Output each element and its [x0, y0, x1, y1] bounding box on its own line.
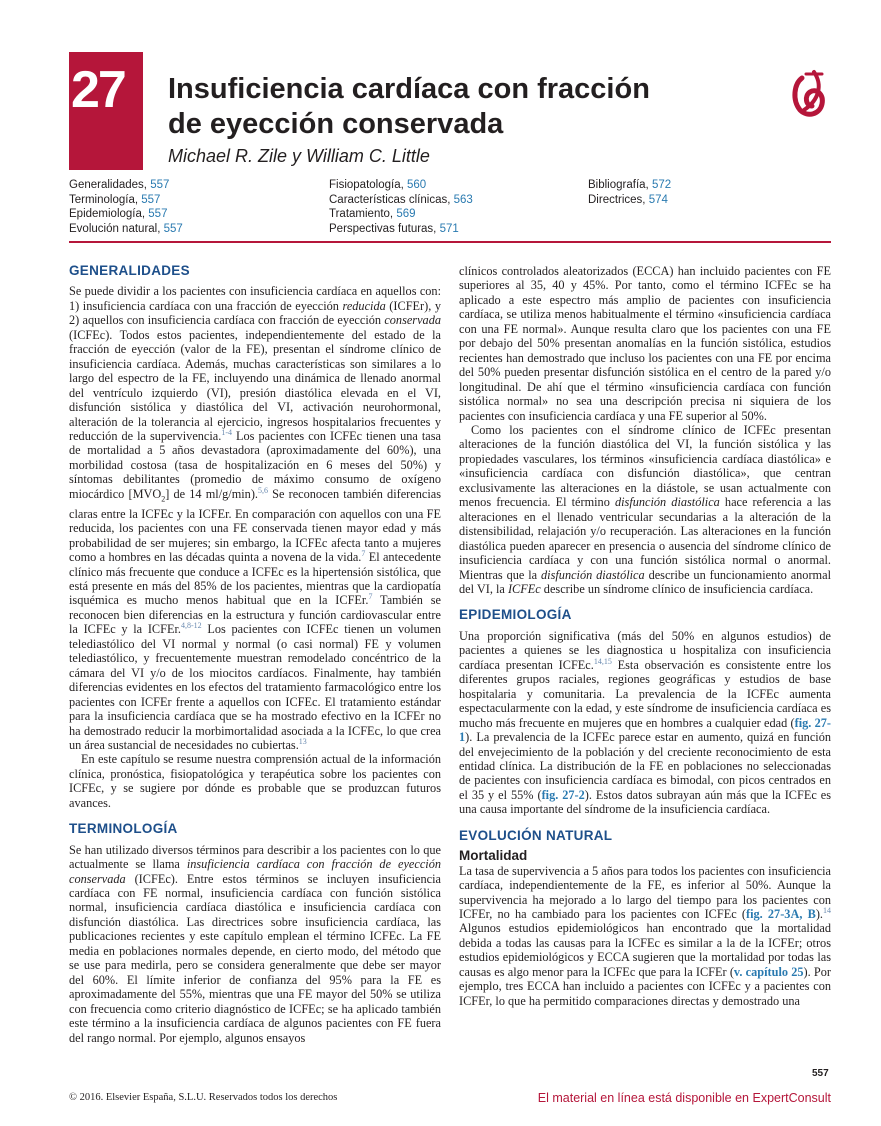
chapter-title	[168, 72, 728, 142]
chapter-title-line-1: Insuficiencia cardíaca con fracción	[168, 73, 650, 105]
paragraph-mortalidad: La tasa de supervivencia a 5 años para todos los pacientes con insuficiencia cardíaca, independientemente de la FE, es inferior al 50%. Aunque la supervivencia ha mejorado a lo largo del tiempo para los pacientes con ICFEr, no ha cambiado para los pacientes con ICFEc (fig. 27-3A, B).$^{14}$ Algunos estudios epidemiológicos han encontrado que la mortalidad debida a todas las causas para la ICFEc es similar a la de la ICFEr; otros estudios epidemiológicos y ECCA sugieren que la mortalidad por todas las causas es algo menor para la ICFEc que para la ICFEr (v. capítulo 25). Por ejemplo, tres ECCA han incluido a pacientes con ICFEc y a pacientes con ICFEr, lo que ha permitido comparaciones directas y demostrado una	[459, 863, 831, 1008]
toc-item[interactable]: Directrices, 574	[588, 193, 668, 206]
section-divider	[69, 241, 831, 243]
toc-item[interactable]: Terminología, 557	[69, 193, 161, 206]
page-number: 557	[812, 1068, 829, 1079]
chapter-link[interactable]: v. capítulo 25	[733, 964, 804, 979]
paragraph-terminologia-1: Se han utilizado diversos términos para describir a los pacientes con lo que actualmente se llama insuficiencia cardíaca con fracción de eyección conservada (ICFEc). Entre estos términos se incluyen insuficiencia cardíaca con FE normal, insuficiencia cardíaca con función sistólica normal, insuficiencia cardíaca diastólica e insuficiencia cardíaca con disfunción diastólica. Las directrices sobre insuficiencia cardíaca, las publicaciones recientes y este capítulo emplean el término ICFEc. La FE media en poblaciones normales depende, en cierto modo, del método que se use para medirla, pero se considera generalmente que debe ser mayor del 60%. El límite inferior de confianza del 95% para la FE es aproximadamente del 55%, mientras que una FE mayor del 50% se utiliza con frecuencia como criterio diagnóstico de ICFEc; se ha aplicado también este término a la insuficiencia cardíaca de algunos pacientes con FE fuera del rango normal. Por ejemplo, algunos ensayos	[69, 842, 441, 1045]
toc-column-2	[329, 178, 473, 236]
heading-evolucion-natural: EVOLUCIÓN NATURAL	[459, 827, 613, 843]
heading-terminologia: TERMINOLOGÍA	[69, 821, 178, 837]
chapter-authors: Michael R. Zile y William C. Little	[168, 146, 430, 166]
toc-item[interactable]: Generalidades, 557	[69, 179, 170, 191]
paragraph-terminologia-3: Como los pacientes con el síndrome clínico de ICFEc presentan alteraciones de la función diastólica del VI, la función sistólica y las propiedades vasculares, los términos «insuficiencia cardíaca diastólica» e «insuficiencia cardíaca con disfunción diastólica», que centran exclusivamente las alteraciones en la diástole, se usan actualmente con menos frecuencia. El término disfunción diastólica hace referencia a las alteraciones en el llenado ventricular secundarias a la alteración de la distensibilidad, relajación y/o recuperación. Las alteraciones en la función diastólica pueden aparecer en presencia o ausencia del síndrome clínico de insuficiencia cardíaca y con una función sistólica normal o anormal. Mientras que la disfunción diastólica describe un funcionamiento anormal del VI, la ICFEc describe un síndrome clínico de insuficiencia cardíaca.	[459, 422, 832, 596]
paragraph-terminologia-2: clínicos controlados aleatorizados (ECCA) han incluido pacientes con FE superiores al 35, 40 y 45%. Por tanto, como el término ICFEc se ha aplicado a este espectro más amplio de pacientes con insuficiencia cardíaca, se utiliza menos habitualmente el término «insuficiencia cardíaca con una FE normal». Aunque resulta claro que los pacientes con una FE por debajo del 50% presentan anomalías en la función sistólica, estudios recientes han demostrado que incluso los pacientes con una FE por encima del 50% pueden presentar disfunción sistólica en el centro de la pared y/o longitudinal. De ahí que el término «insuficiencia cardíaca con función sistólica normal» no sea una descripción precisa ni siquiera de los pacientes con insuficiencia cardíaca y una FE superior al 50%.	[459, 264, 831, 423]
online-material-link[interactable]: El material en línea está disponible en ExpertConsult	[537, 1091, 831, 1105]
figure-link[interactable]: fig. 27-3A, B	[745, 907, 816, 922]
chapter-number: 27	[71, 61, 125, 119]
toc-column-3	[588, 178, 671, 207]
left-column	[69, 264, 441, 1045]
toc-column-1	[69, 178, 183, 236]
toc-item[interactable]: Tratamiento, 569	[329, 208, 416, 221]
heading-epidemiologia: EPIDEMIOLOGÍA	[459, 607, 572, 623]
figure-link[interactable]: fig. 27-2	[541, 787, 585, 802]
toc-item[interactable]: Epidemiología, 557	[69, 208, 168, 221]
toc-item[interactable]: Fisiopatología, 560	[329, 179, 427, 191]
publisher-logo-icon	[788, 66, 832, 120]
toc-item[interactable]: Bibliografía, 572	[588, 179, 672, 191]
subheading-mortalidad: Mortalidad	[459, 848, 528, 864]
toc-item[interactable]: Características clínicas, 563	[329, 193, 473, 206]
figure-link[interactable]: fig. 27-1	[459, 715, 831, 745]
paragraph-epidemiologia: Una proporción significativa (más del 50% en algunos estudios) de pacientes a quienes se les diagnostica u hospitaliza con insuficiencia cardíaca presentan ICFEc.$^{14,15}$ Esta observación es consistente entre los diferentes grupos raciales, regiones geográficas y estudios de base hospitalaria y comunitaria. La prevalencia de la ICFEc aumenta espectacularmente con la edad, y este síndrome de insuficiencia cardíaca es mucho más frecuente en mujeres que en hombres a cualquier edad (fig. 27-1). La prevalencia de la ICFEc parece estar en aumento, quizá en función del envejecimiento de la población y del creciente reconocimiento de esta entidad clínica. La distribución de la FE en poblaciones no seleccionadas de pacientes con insuficiencia cardíaca es bimodal, con picos centrados en el 35 y el 55% (fig. 27-2). Estos datos subrayan aún más que la ICFEc es una causa importante del síndrome de la insuficiencia cardíaca.	[459, 628, 832, 817]
copyright-notice: © 2016. Elsevier España, S.L.U. Reservados todos los derechos	[69, 1092, 338, 1103]
chapter-title-line-2: de eyección conservada	[168, 108, 504, 140]
right-column	[459, 264, 831, 1008]
heading-generalidades: GENERALIDADES	[69, 263, 190, 278]
toc-item[interactable]: Evolución natural, 557	[69, 222, 183, 235]
paragraph-generalidades-1: Se puede dividir a los pacientes con insuficiencia cardíaca en aquellos con: 1) insuficiencia cardíaca con una fracción de eyección reducida (ICFEr), y 2) aquellos con insuficiencia cardíaca con fracción de eyección conservada (ICFEc). Todos estos pacientes, independientemente del estado de la fracción de eyección (valor de la FE), presentan el síndrome clínico de insuficiencia cardíaca. Además, muchas características son similares a lo largo del espectro de la FE, incluyendo una dinámica de llenado anormal del ventrículo izquierdo (VI), presión diastólica elevada en el VI, disfunción sistólica y diastólica del VI, activación neurohormonal, alteración de la tolerancia al ejercicio, ingresos hospitalarios frecuentes y reducción de la supervivencia.$^{1-4}$ Los pacientes con ICFEc tienen una tasa de mortalidad a 5 años devastadora (aproximadamente del 60%), una morbilidad costosa (tasa de hospitalización en 6 meses del 50%) y síntomas debilitantes (promedio de máximo consumo de oxígeno miocárdico $[MVO_2]$ de 14 ml/g/min).$^{5,6}$ Se reconocen también diferencias claras entre la ICFEc y la ICFEr. En comparación con aquellos con una FE reducida, los pacientes con una FE conservada tienen mayor edad y más probabilidad de ser mujeres; sin embargo, la ICFEc afecta tanto a mujeres como a hombres en las décadas quinta a novena de la vida.$^7$ El antecedente clínico más frecuente que conduce a ICFEc es la hipertensión sistólica, que está presente en más del 85% de los pacientes, mientras que la cardiopatía isquémica es mucho menos habitual que en la ICFEr.$^7$ También se reconocen bien diferencias en la estructura y función cardiovascular entre la ICFEc y la ICFEr.$^{4,8-12}$ Los pacientes con ICFEc tienen un volumen telediastólico del VI normal y normal (o casi normal) FE y volumen telediastólico, y frecuentemente muestran remodelado concéntrico de la cámara del VI y/o de los miocitos cardíacos. Finalmente, hay también diferencias evidentes en los efectos del tratamiento farmacológico entre los pacientes con ICFEr frente a aquellos con ICFEc. El tratamiento estándar para la insuficiencia cardíaca que se ha mostrado efectivo en la ICFEr no ha demostrado reducir la morbimortalidad asociada a la ICFEc, lo que crea un área sustancial de necesidades no cubiertas.$^{13}$	[69, 284, 442, 752]
toc-item[interactable]: Perspectivas futuras, 571	[329, 222, 459, 235]
paragraph-generalidades-2: En este capítulo se resume nuestra comprensión actual de la información clínica, pronóstica, fisiopatológica y terapéutica sobre los pacientes con ICFEc, y se sugiere por dónde es probable que se produzcan futuros avances.	[69, 752, 441, 810]
